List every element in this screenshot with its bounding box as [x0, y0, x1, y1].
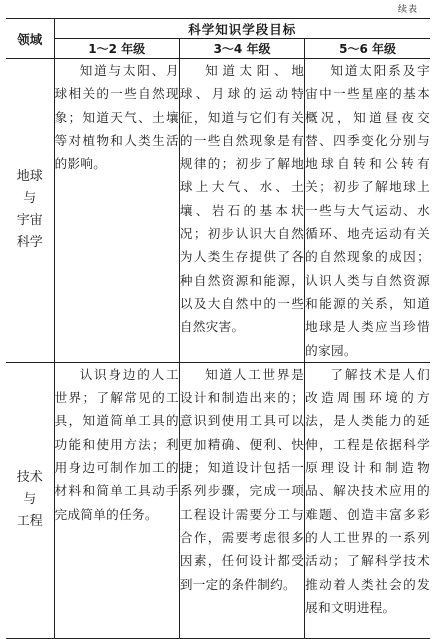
domain-column-header: 领域: [6, 19, 54, 59]
tech-goal-grade-3-4: 知道人工世界是设计和制造出来的；意识到使用工具可以更加精确、便利、快捷；知道设计包括一系列步骤，完成一项工程设计需要分工与合作，需要考虑很多因素，任何设计都受到一定的条件制约。: [179, 362, 304, 638]
science-goals-table: [6, 18, 430, 639]
domain-earth-space-science: 地球 与 宇宙 科学: [6, 59, 54, 363]
grade-header-1-2: 1～2 年级: [54, 39, 179, 59]
grade-header-3-4: 3～4 年级: [179, 39, 304, 59]
grade-header-5-6: 5～6 年级: [305, 39, 430, 59]
tech-goal-grade-5-6: 了解技术是人们改造周围环境的方法，是人类能力的延伸，工程是依据科学原理设计和制造物品、解决技术应用的难题、创造丰富多彩的人工世界的一系列活动；了解科学技术推动着人类社会的发展和文明进程。: [305, 362, 430, 638]
earth-goal-grade-3-4: 知道太阳、地球、月球的运动特征，知道与它们有关的一些自然现象是有规律的；初步了解地球上大气、水、土壤、岩石的基本状况；初步认识大自然为人类生存提供了各种自然资源和能源，以及大自然中的一些自然灾害。: [179, 59, 304, 363]
table-row: [6, 362, 430, 638]
goals-header: 科学知识学段目标: [54, 19, 430, 39]
earth-goal-grade-1-2: 知道与太阳、月球相关的一些自然现象；知道天气、土壤等对植物和人类生活的影响。: [54, 59, 179, 363]
domain-technology-engineering: 技术 与 工程: [6, 362, 54, 638]
tech-goal-grade-1-2: 认识身边的人工世界；了解常见的工具，知道简单工具的功能和使用方法；利用身边可制作加工的材料和简单工具动手完成简单的任务。: [54, 362, 179, 638]
continued-label: 续表: [397, 5, 418, 15]
earth-goal-grade-5-6: 知道太阳系及宇宙中一些星座的基本概况，知道昼夜交替、四季变化分别与地球自转和公转有关；初步了解地球上一些与大气运动、水循环、地壳运动有关的自然现象的成因；认识人类与自然资源和能源的关系，知道地球是人类应当珍惜的家园。: [305, 59, 430, 363]
table-row: [6, 59, 430, 363]
